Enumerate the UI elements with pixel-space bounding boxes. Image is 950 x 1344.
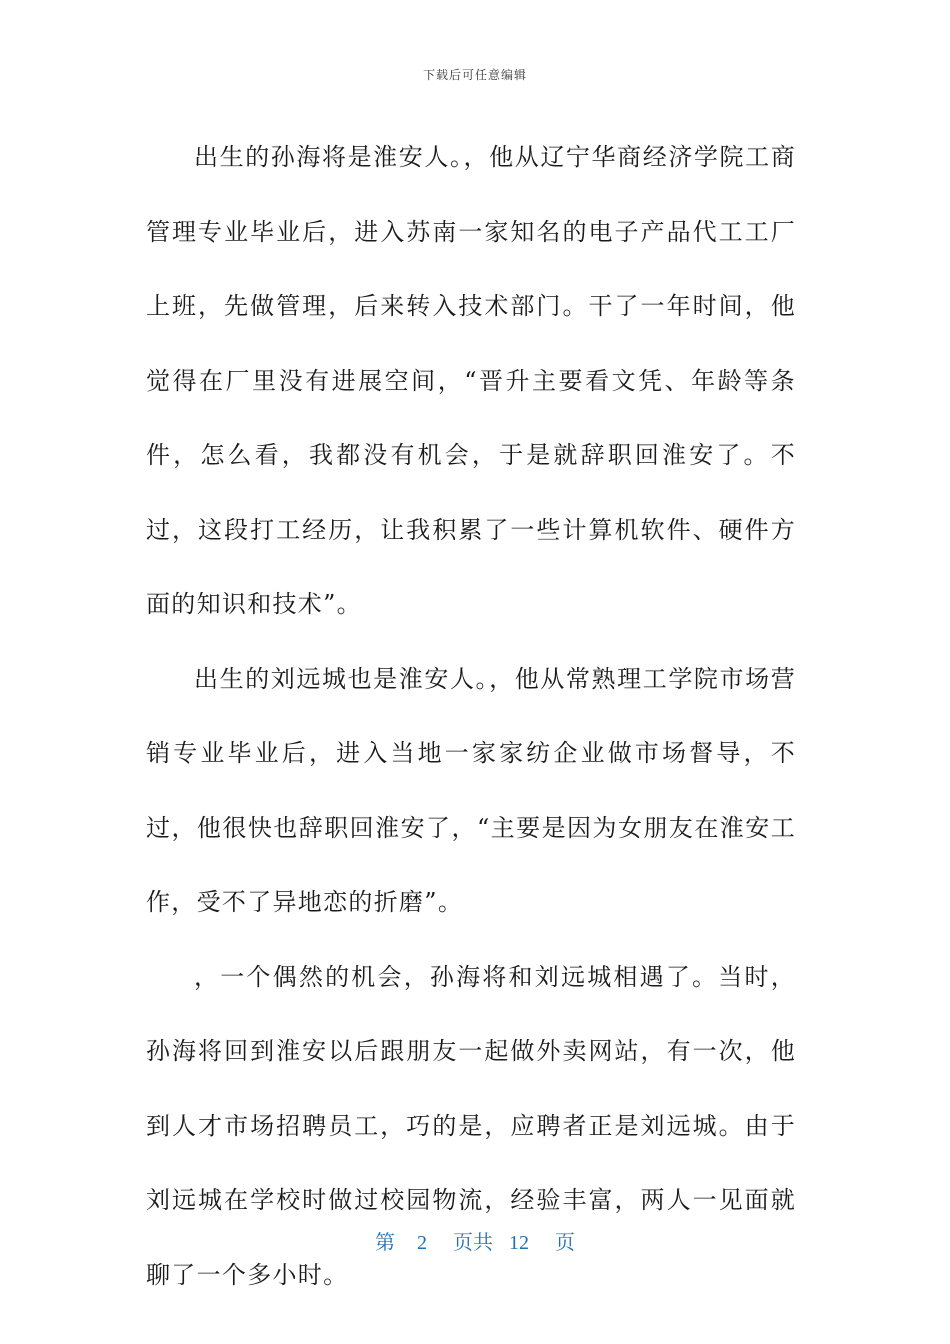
document-body: [146, 120, 796, 1312]
paragraph-3: ，一个偶然的机会，孙海将和刘远城相遇了。当时，孙海将回到淮安以后跟朋友一起做外卖网站，有一次，他到人才市场招聘员工，巧的是，应聘者正是刘远城。由于刘远城在学校时做过校园物流，经验丰富，两人一见面就聊了一个多小时。: [146, 962, 796, 1289]
paragraph-2: 出生的刘远城也是淮安人。，他从常熟理工学院市场营销专业毕业后，进入当地一家家纺企业做市场督导，不过，他很快也辞职回淮安了，“主要是因为女朋友在淮安工作，受不了异地恋的折磨”。: [146, 664, 796, 916]
total-pages-number: 12: [509, 1232, 529, 1254]
paragraph-1: 出生的孙海将是淮安人。，他从辽宁华商经济学院工商管理专业毕业后，进入苏南一家知名的电子产品代工工厂上班，先做管理，后来转入技术部门。干了一年时间，他觉得在厂里没有进展空间，“晋升主要看文凭、年龄等条件，怎么看，我都没有机会，于是就辞职回淮安了。不过，这段打工经历，让我积累了一些计算机软件、硬件方面的知识和技术”。: [146, 143, 796, 618]
page-mid-text: 页共: [453, 1232, 493, 1254]
page-prefix: 第: [375, 1232, 395, 1254]
page-suffix: 页: [555, 1232, 575, 1254]
page-footer: [0, 1226, 950, 1255]
current-page-number: 2: [417, 1232, 427, 1254]
header-note: 下载后可任意编辑: [422, 68, 527, 82]
